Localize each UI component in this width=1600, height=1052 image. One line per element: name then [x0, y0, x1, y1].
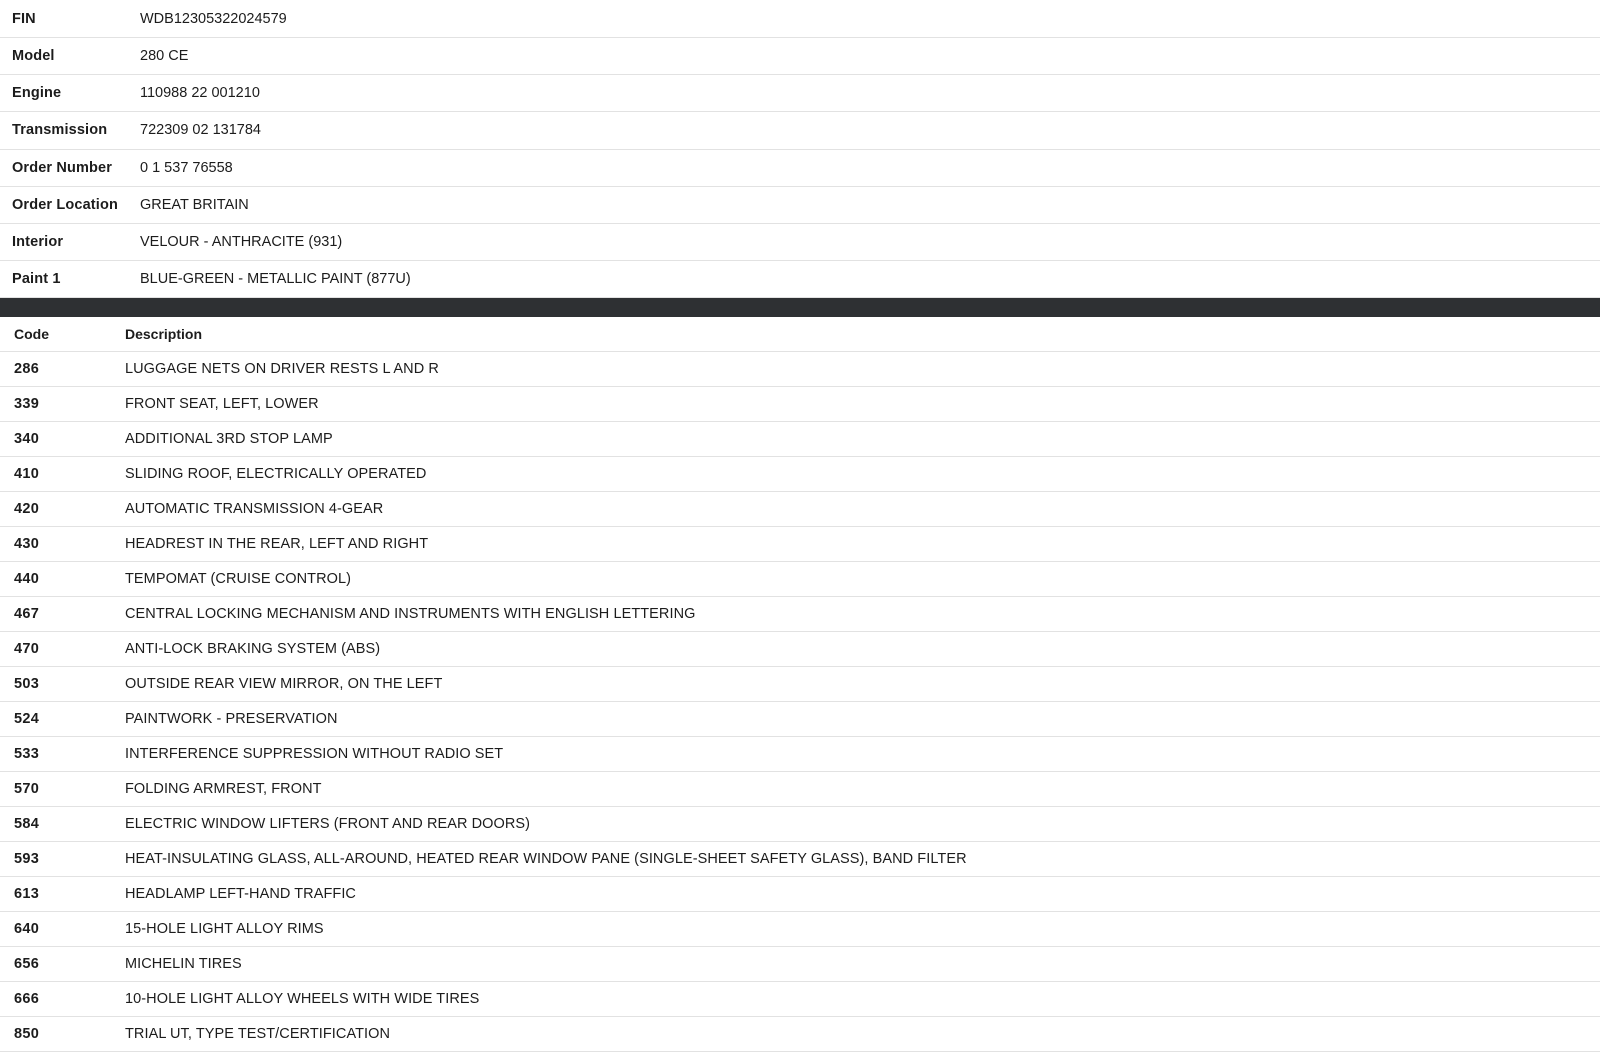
code-value: 533	[14, 746, 40, 762]
code-value: 570	[14, 781, 40, 797]
code-value: 340	[14, 431, 40, 447]
table-row	[0, 112, 1600, 149]
code-description: MICHELIN TIRES	[125, 956, 242, 972]
code-description: ANTI-LOCK BRAKING SYSTEM (ABS)	[125, 641, 381, 657]
spec-label: Interior	[12, 233, 64, 250]
code-description: OUTSIDE REAR VIEW MIRROR, ON THE LEFT	[125, 676, 443, 692]
table-row	[0, 877, 1600, 912]
table-row	[0, 75, 1600, 112]
spec-value: 0 1 537 76558	[140, 159, 233, 176]
code-description: HEADREST IN THE REAR, LEFT AND RIGHT	[125, 536, 429, 552]
table-row	[0, 422, 1600, 457]
spec-label: FIN	[12, 11, 36, 27]
table-row	[0, 737, 1600, 772]
code-description: AUTOMATIC TRANSMISSION 4-GEAR	[125, 501, 384, 517]
table-row	[0, 912, 1600, 947]
code-description: PAINTWORK - PRESERVATION	[125, 711, 338, 727]
code-description: INTERFERENCE SUPPRESSION WITHOUT RADIO SET	[125, 746, 504, 762]
code-value: 339	[14, 396, 40, 412]
code-description: FRONT SEAT, LEFT, LOWER	[125, 396, 319, 412]
table-row	[0, 260, 1600, 297]
code-description: SLIDING ROOF, ELECTRICALLY OPERATED	[125, 466, 427, 482]
spec-label: Order Number	[12, 159, 113, 176]
table-row	[0, 947, 1600, 982]
code-description: FOLDING ARMREST, FRONT	[125, 781, 322, 797]
table-row	[0, 492, 1600, 527]
code-value: 666	[14, 991, 40, 1007]
code-description: 10-HOLE LIGHT ALLOY WHEELS WITH WIDE TIRES	[125, 991, 480, 1007]
table-row	[0, 38, 1600, 75]
table-row	[0, 702, 1600, 737]
code-value: 656	[14, 956, 40, 972]
table-header-row	[0, 317, 1600, 352]
column-header-code: Code	[14, 326, 49, 342]
code-value: 440	[14, 571, 40, 587]
spec-value: GREAT BRITAIN	[140, 196, 249, 213]
code-value: 286	[14, 361, 40, 377]
code-description: CENTRAL LOCKING MECHANISM AND INSTRUMENTS WITH ENGLISH LETTERING	[125, 606, 696, 622]
code-value: 467	[14, 606, 40, 622]
spec-value: VELOUR - ANTHRACITE (931)	[140, 233, 343, 250]
option-codes-table	[0, 317, 1600, 1052]
code-value: 410	[14, 466, 40, 482]
code-description: LUGGAGE NETS ON DRIVER RESTS L AND R	[125, 361, 439, 377]
spec-value: 722309 02 131784	[140, 122, 261, 139]
code-description: HEADLAMP LEFT-HAND TRAFFIC	[125, 886, 356, 902]
table-row	[0, 632, 1600, 667]
table-row	[0, 149, 1600, 186]
table-row	[0, 387, 1600, 422]
code-description: ELECTRIC WINDOW LIFTERS (FRONT AND REAR DOORS)	[125, 816, 531, 832]
table-row	[0, 667, 1600, 702]
vehicle-spec-table	[0, 0, 1600, 298]
table-row	[0, 772, 1600, 807]
code-description: 15-HOLE LIGHT ALLOY RIMS	[125, 921, 324, 937]
table-row	[0, 223, 1600, 260]
code-value: 640	[14, 921, 40, 937]
code-value: 503	[14, 676, 40, 692]
code-description: ADDITIONAL 3RD STOP LAMP	[125, 431, 333, 447]
spec-label: Model	[12, 48, 55, 65]
spec-value: BLUE-GREEN - METALLIC PAINT (877U)	[140, 270, 411, 287]
spec-value: 110988 22 001210	[140, 85, 260, 102]
spec-label: Order Location	[12, 196, 118, 213]
code-value: 420	[14, 501, 40, 517]
code-value: 613	[14, 886, 40, 902]
table-row	[0, 562, 1600, 597]
code-description: HEAT-INSULATING GLASS, ALL-AROUND, HEATED REAR WINDOW PANE (SINGLE-SHEET SAFETY GLASS), BAND FILTER	[125, 851, 967, 867]
table-row	[0, 842, 1600, 877]
table-row	[0, 457, 1600, 492]
table-row	[0, 527, 1600, 562]
code-value: 584	[14, 816, 40, 832]
code-value: 850	[14, 1026, 40, 1042]
section-divider-band	[0, 298, 1600, 317]
spec-label: Transmission	[12, 122, 108, 139]
code-value: 524	[14, 711, 40, 727]
code-value: 593	[14, 851, 40, 867]
table-row	[0, 807, 1600, 842]
table-row	[0, 186, 1600, 223]
column-header-description: Description	[125, 326, 203, 342]
table-row	[0, 597, 1600, 632]
code-description: TRIAL UT, TYPE TEST/CERTIFICATION	[125, 1026, 391, 1042]
code-value: 430	[14, 536, 40, 552]
spec-value: 280 CE	[140, 48, 189, 65]
code-value: 470	[14, 641, 40, 657]
spec-label: Engine	[12, 85, 62, 102]
table-row	[0, 352, 1600, 387]
table-row	[0, 1017, 1600, 1052]
table-row	[0, 982, 1600, 1017]
spec-value: WDB12305322024579	[140, 11, 287, 27]
table-row	[0, 0, 1600, 38]
code-description: TEMPOMAT (CRUISE CONTROL)	[125, 571, 352, 587]
spec-label: Paint 1	[12, 270, 61, 287]
